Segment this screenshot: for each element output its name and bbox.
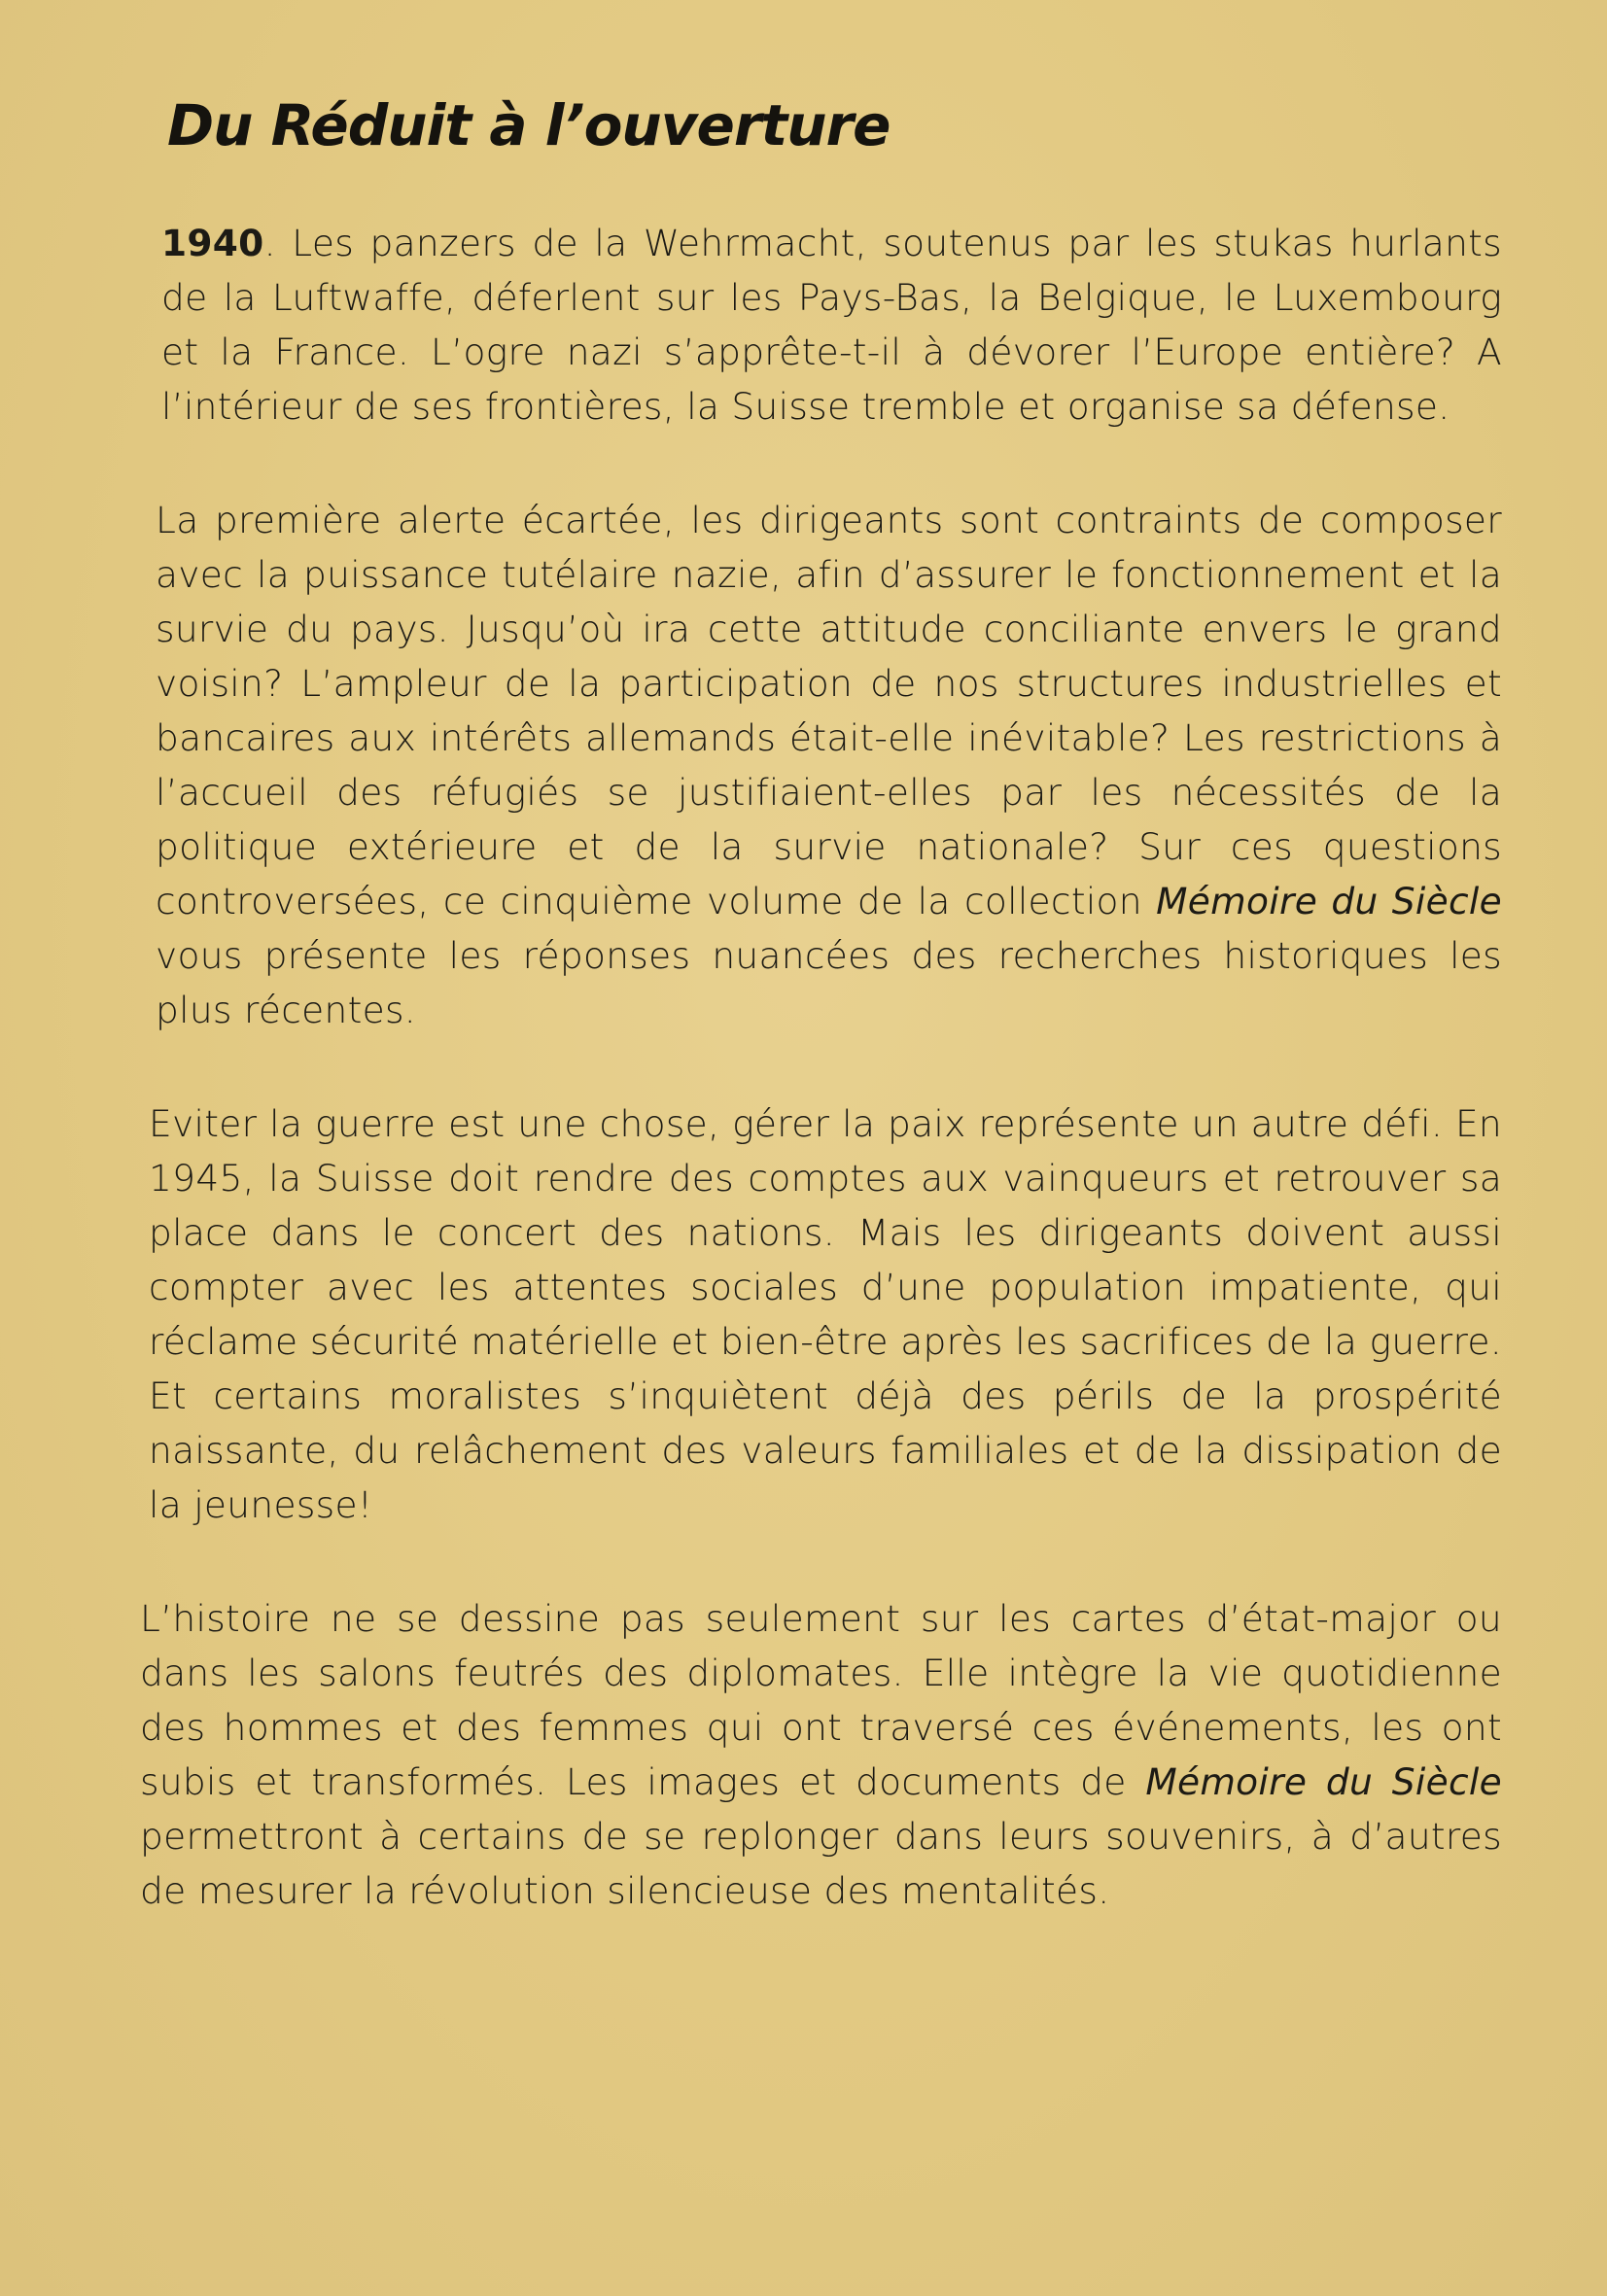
paragraph-alerte [156,493,1502,1037]
paragraph-4-text-start: L’histoire ne se dessine pas seulement sur les cartes d’état-major ou dans les salons feutrés des diplomates. Elle intègre la vie quotidienne des hommes et des femmes qui ont traversé ces événements, les ont subis et transformés. Les images et documents de [140,1597,1502,1803]
collection-title: Mémoire du Siècle [1156,880,1503,922]
collection-title: Mémoire du Siècle [1145,1760,1502,1803]
paragraph-paix [149,1096,1502,1532]
paragraph-2-text-start: La première alerte écartée, les dirigeants sont contraints de composer avec la puissance tutélaire nazie, afin d’assurer le fonctionnement et la survie du pays. Jusqu’où ira cette attitude conciliante envers le grand voisin? L’ampleur de la participation de nos structures industrielles et bancaires aux intérêts allemands était-elle inévitable? Les restrictions à l’accueil des réfugiés se justifiaient-elles par les nécessités de la politique extérieure et de la survie nationale? Sur ces questions controversées, ce cinquième volume de la collection [156,499,1502,922]
paragraph-2-text-end: vous présente les réponses nuancées des recherches historiques les plus récentes. [156,934,1502,1031]
paragraph-1940 [161,216,1502,434]
paragraph-histoire [140,1591,1502,1918]
paragraph-3-text: Eviter la guerre est une chose, gérer la paix représente un autre défi. En 1945, la Suisse doit rendre des comptes aux vainqueurs et retrouver sa place dans le concert des nations. Mais les dirigeants doivent aussi compter avec les attentes sociales d’une population impatiente, qui réclame sécurité matérielle et bien-être après les sacrifices de la guerre. Et certains moralistes s’inquiètent déjà des périls de la prospérité naissante, du relâchement des valeurs familiales et de la dissipation de la jeunesse! [149,1102,1502,1526]
year-lead: 1940 [161,222,264,264]
body-text [140,216,1503,1977]
page-title: Du Réduit à l’ouverture [167,92,891,158]
paragraph-4-text-end: permettront à certains de se replonger dans leurs souvenirs, à d’autres de mesurer la révolution silencieuse des mentalités. [140,1815,1502,1912]
paragraph-1-text: . Les panzers de la Wehrmacht, soutenus par les stukas hurlants de la Luftwaffe, déferlent sur les Pays-Bas, la Belgique, le Luxembourg et la France. L’ogre nazi s’apprête-t-il à dévorer l’Europe entière? A l’intérieur de ses frontières, la Suisse tremble et organise sa défense. [161,222,1502,428]
